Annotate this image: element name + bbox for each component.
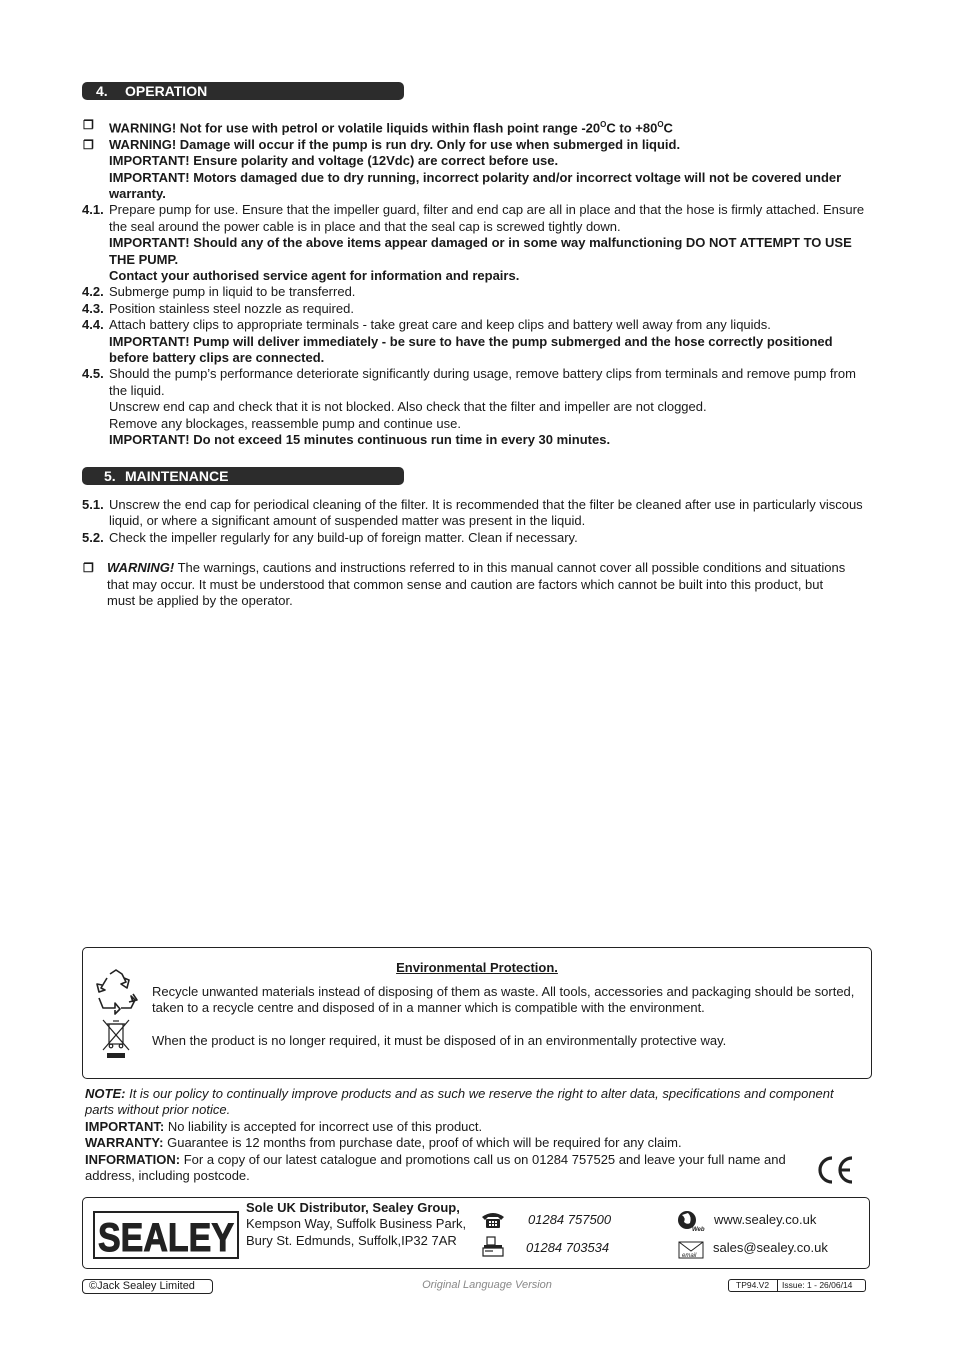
svg-text:email: email (682, 1253, 697, 1259)
step-label: 4.2. (82, 284, 104, 300)
maintenance-content (82, 497, 874, 609)
step-4-4: 4.4. Attach battery clips to appropriate terminals - take great care and keep clips and battery well away from any liquids. IMPORTANT! Pump will deliver immediately - be sure to have the pump submerged and the hose correctly positioned before battery clips are connected. (82, 317, 833, 366)
email-envelope-icon (678, 1241, 704, 1259)
divider (777, 1280, 778, 1291)
recycle-icon (93, 968, 139, 1014)
original-language-label: Original Language Version (422, 1279, 552, 1291)
step-5-2: 5.2. Check the impeller regularly for any build-up of foreign matter. Clean if necessary. (82, 529, 578, 545)
web-globe-icon (677, 1209, 707, 1233)
section-title: OPERATION (125, 83, 208, 99)
phone-number[interactable]: 01284 757500 (528, 1212, 612, 1227)
ce-mark-icon (815, 1154, 855, 1186)
contact-footer (82, 1197, 870, 1269)
step-label: 4.4. (82, 317, 104, 333)
step-label: 5.2. (82, 529, 104, 545)
warranty-paragraph: WARRANTY: Guarantee is 12 months from purchase date, proof of which will be required for any claim. (85, 1135, 682, 1151)
weee-bin-icon (101, 1018, 131, 1060)
step-4-3: 4.3. Position stainless steel nozzle as required. (82, 300, 354, 316)
doc-code: TP94.V2 (736, 1280, 770, 1290)
step-4-1: 4.1. Prepare pump for use. Ensure that the impeller guard, filter and end cap are all in place and that the hose is firmly attached. Ensure the seal around the power cable is in place and that the seal cap is screwed tightly down. IMPORTANT! Should any of the above items appear damaged or in some way malfunctioning DO NOT ATTEMPT TO USE THE PUMP. Contact your authorised service agent for information and repairs. (82, 202, 865, 283)
operation-content (82, 117, 874, 448)
website-link[interactable]: www.sealey.co.uk (714, 1212, 817, 1227)
env-title: Environmental Protection. (396, 960, 558, 975)
environmental-protection-box (82, 947, 872, 1079)
step-label: 4.5. (82, 366, 104, 382)
telephone-icon (480, 1211, 506, 1229)
step-4-2: 4.2. Submerge pump in liquid to be transferred. (82, 284, 356, 300)
important-paragraph: IMPORTANT: No liability is accepted for incorrect use of this product. (85, 1118, 483, 1134)
warning-dry-run: ❐ WARNING! Damage will occur if the pump is run dry. Only for use when submerged in liquid. IMPORTANT! Ensure polarity and voltage (12Vdc) are correct before use. IMPORTANT! Motors damaged due to dry running, incorrect polarity and/or incorrect voltage will not be covered under warranty. (83, 136, 842, 201)
svg-text:Web: Web (692, 1227, 705, 1233)
section-number: 5. (104, 468, 116, 484)
section-title: MAINTENANCE (125, 468, 229, 484)
checkbox-bullet-icon: ❐ (83, 137, 94, 152)
checkbox-bullet-icon: ❐ (83, 561, 94, 576)
section-number: 4. (96, 83, 108, 99)
step-4-5: 4.5. Should the pump’s performance deteriorate significantly during usage, remove battery clips from terminals and remove pump from the liquid. Unscrew end cap and check that it is not blocked. Also check that the filter and impeller are not clogged. Remove any blockages, reassemble pump and continue use. IMPORTANT! Do not exceed 15 minutes continuous run time in every 30 minutes. (82, 366, 856, 448)
issue-date: Issue: 1 - 26/06/14 (782, 1280, 853, 1290)
sealey-logo (92, 1210, 240, 1260)
section-header-maintenance (82, 467, 404, 485)
svg-text:SEALEY: SEALEY (98, 1216, 235, 1260)
email-link[interactable]: sales@sealey.co.uk (713, 1240, 828, 1255)
step-label: 4.3. (82, 300, 104, 316)
fax-number[interactable]: 01284 703534 (526, 1240, 610, 1255)
information-paragraph: INFORMATION: For a copy of our latest catalogue and promotions call us on 01284 757525 and leave your full name and address, including postcode. (85, 1151, 786, 1184)
copyright-label: ©Jack Sealey Limited (82, 1279, 213, 1294)
env-paragraph-recycle: Recycle unwanted materials instead of disposing of them as waste. All tools, accessories and packaging should be sorted, taken to a recycle centre and disposed of in a manner which is compatible with the environment. (152, 984, 855, 1016)
distributor-address: Sole UK Distributor, Sealey Group, Kempson Way, Suffolk Business Park, Bury St. Edmunds, Suffolk,IP32 7AR (246, 1200, 467, 1248)
step-label: 5.1. (82, 497, 104, 512)
step-5-1: 5.1. Unscrew the end cap for periodical cleaning of the filter. It is recommended that the filter be cleaned after use in particularly viscous liquid, or where a significant amount of suspended matter was present in the liquid. (82, 497, 863, 529)
section-header-operation (82, 82, 404, 100)
document-code-box (728, 1279, 866, 1292)
fax-icon (481, 1236, 505, 1258)
note-paragraph: NOTE: It is our policy to continually improve products and as such we reserve the right to alter data, specifications and component parts without prior notice. (85, 1086, 834, 1118)
notes-block (85, 1086, 865, 1184)
step-label: 4.1. (82, 202, 104, 218)
env-paragraph-disposal: When the product is no longer required, it must be disposed of in an environmentally protective way. (152, 1033, 727, 1048)
warning-flash-point: ❐ WARNING! Not for use with petrol or volatile liquids within flash point range $-20^OC$ to $+80^OC$ (83, 118, 673, 136)
checkbox-bullet-icon: ❐ (83, 118, 94, 132)
general-warning: ❐ WARNING! The warnings, cautions and instructions referred to in this manual cannot cover all possible conditions and situations that may occur. It must be understood that common sense and caution are factors which cannot be built into this product, but must be applied by the operator. (83, 560, 846, 609)
